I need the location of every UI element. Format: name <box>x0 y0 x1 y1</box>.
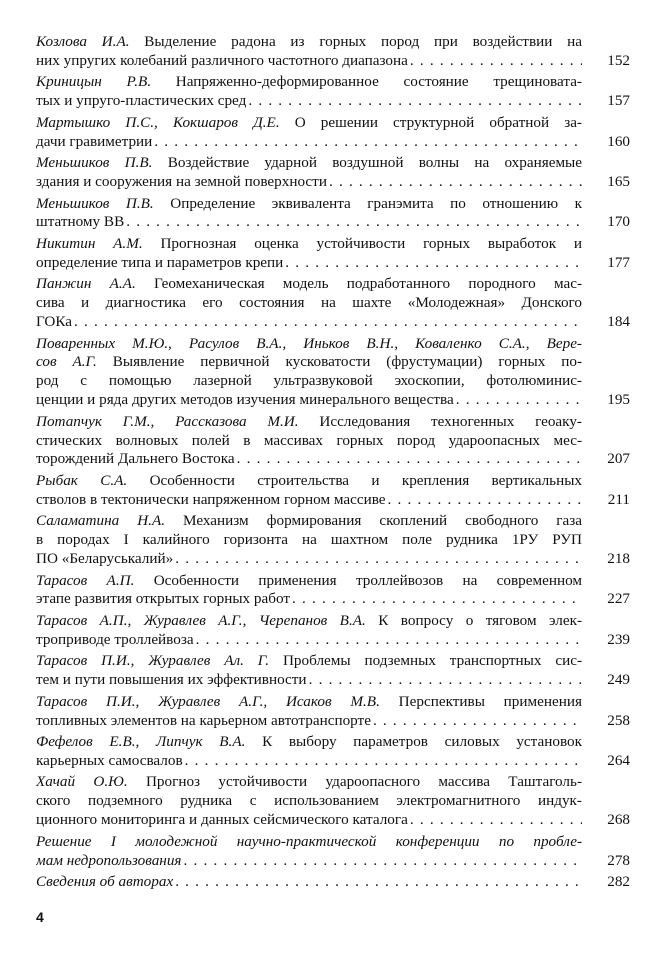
toc-entry[interactable] <box>36 733 630 771</box>
dot-leader <box>246 92 582 111</box>
toc-entry-line: определение типа и параметров крепи . . . <box>36 254 582 273</box>
entry-author: Хачай О.Ю. <box>36 773 128 791</box>
toc-page-number: 227 <box>607 590 630 608</box>
dot-leader <box>183 752 582 771</box>
toc-entry-line: сива и диагностика его состояния на шахте «Молодежная» Донского <box>36 294 582 312</box>
toc-page-number: 264 <box>607 751 630 769</box>
toc-entry-line: ценции и ряда других методов изучения минерального вещества . . . <box>36 391 582 410</box>
dot-leader <box>283 254 582 273</box>
entry-author: Саламатина Н.А. <box>36 512 166 530</box>
toc-entry-line: Козлова И.А. Выделение радона из горных пород при воздействии на <box>36 33 582 50</box>
dot-leader <box>307 671 582 690</box>
toc-entry-line: Тарасов П.И., Журавлев Ал. Г. Проблемы подземных транспортных сис- <box>36 652 582 670</box>
toc-page-number: 160 <box>607 132 630 150</box>
dot-leader <box>327 173 582 192</box>
toc-entry-line: Тарасов А.П. Особенности применения троллейвозов на современном <box>36 571 582 589</box>
toc-page-number: 165 <box>607 173 630 190</box>
toc-page-number: 258 <box>607 711 630 729</box>
entry-author: мам недропользования <box>36 851 182 869</box>
toc-entry-line: тых и упруго-пластических сред . . . <box>36 92 582 111</box>
toc-page-number: 278 <box>607 851 630 869</box>
toc-entry-line: Тарасов П.И., Журавлев А.Г., Исаков М.В. Перспективы применения <box>36 692 582 710</box>
toc-entry-line: карьерных самосвалов . . . <box>36 752 582 771</box>
dot-leader <box>408 52 582 71</box>
toc-entry[interactable] <box>36 572 630 610</box>
toc-entry[interactable] <box>36 512 630 569</box>
toc-entry-line: здания и сооружения на земной поверхности . . . <box>36 173 582 192</box>
toc-entry-line <box>36 852 582 871</box>
dot-leader <box>408 811 582 830</box>
toc-page-number: 218 <box>607 550 630 568</box>
toc-entry-line: Тарасов А.П., Журавлев А.Г., Черепанов В.А. К вопросу о тяговом элек- <box>36 611 582 629</box>
page-number-footer: 4 <box>36 909 44 925</box>
toc-entry-line <box>36 873 582 892</box>
toc-entry-line: Панжин А.А. Геомеханическая модель подработанного породного мас- <box>36 275 582 293</box>
toc-entry-line: Рыбак С.А. Особенности строительства и крепления вертикальных <box>36 471 582 489</box>
toc-entry-line: стволов в тектонически напряженном горном массиве . . . <box>36 491 582 510</box>
toc-page-number: 170 <box>607 213 630 231</box>
toc-entry-line: сов А.Г. Выявление первичной кусковатости (фрустумации) горных по- <box>36 353 582 371</box>
toc-entry-line: Мартышко П.С., Кокшаров Д.Е. О решении структурной обратной за- <box>36 113 582 131</box>
toc-entry-line: дачи гравиметрии . . . <box>36 133 582 152</box>
toc-entry-line: род с помощью лазерной ультразвуковой эхоскопии, фотолюминис- <box>36 372 582 390</box>
toc-entry[interactable] <box>36 693 630 731</box>
toc-entry-line: Никитин А.М. Прогнозная оценка устойчивости горных выработок и <box>36 234 582 252</box>
toc-entry-line: топливных элементов на карьерном автотранспорте . . . <box>36 712 582 731</box>
toc-entry[interactable] <box>36 873 630 892</box>
toc-page-number: 157 <box>607 92 630 110</box>
toc-entry[interactable] <box>36 154 630 192</box>
toc-entry[interactable] <box>36 773 630 830</box>
toc-entry-line: стических волновых полей в массивах горных пород удароопасных мес- <box>36 431 582 449</box>
dot-leader <box>386 491 582 510</box>
toc-page-number: 268 <box>607 811 630 829</box>
entry-author: Тарасов П.И., Журавлев А.Г., Исаков М.В. <box>36 692 380 710</box>
entry-author: Тарасов А.П., Журавлев А.Г., Черепанов В.А. <box>36 611 366 629</box>
toc-entry[interactable] <box>36 114 630 152</box>
toc-entry[interactable] <box>36 195 630 233</box>
toc-page-number: 207 <box>607 450 630 468</box>
toc-entry-line: Хачай О.Ю. Прогноз устойчивости удароопасного массива Таштаголь- <box>36 773 582 791</box>
entry-author: Козлова И.А. <box>36 33 130 50</box>
dot-leader <box>72 313 582 332</box>
toc-entry-line: торождений Дальнего Востока . . . <box>36 450 582 469</box>
toc-entry[interactable] <box>36 472 630 510</box>
toc-page-number: 152 <box>607 51 630 69</box>
entry-author: Мартышко П.С., Кокшаров Д.Е. <box>36 113 280 131</box>
entry-author: Тарасов П.И., Журавлев Ал. Г. <box>36 652 270 670</box>
toc-entry-line: ского подземного рудника с использованием электромагнитного индук- <box>36 792 582 810</box>
toc-entry-line: Саламатина Н.А. Механизм формирования скоплений свободного газа <box>36 512 582 530</box>
toc-page-number: 211 <box>607 490 630 508</box>
toc-entry-line: в породах I калийного горизонта на шахтном поле рудника 1РУ РУП <box>36 531 582 549</box>
toc-entry-line: тем и пути повышения их эффективности . . . <box>36 671 582 690</box>
toc-entry-line: ГОКа . . . <box>36 313 582 332</box>
toc-entry-line: этапе развития открытых горных работ . . . <box>36 590 582 609</box>
dot-leader <box>124 213 582 232</box>
entry-author: Решение I молодежной научно-практической конференции по пробле- <box>36 832 582 850</box>
entry-author: Меньшиков П.В. <box>36 154 153 172</box>
toc-page-number: 195 <box>607 391 630 409</box>
toc-entry[interactable] <box>36 335 630 411</box>
toc-entry-line: Потапчук Г.М., Рассказова М.И. Исследования техногенных геоаку- <box>36 412 582 430</box>
toc-page-number: 177 <box>607 253 630 271</box>
toc-entry[interactable] <box>36 73 630 111</box>
toc-entry-line: Меньшиков П.В. Воздействие ударной воздушной волны на охраняемые <box>36 154 582 172</box>
toc-entry-line <box>36 833 582 852</box>
entry-author: Никитин А.М. <box>36 234 143 252</box>
toc-entry[interactable] <box>36 275 630 332</box>
toc-entry-line: Меньшиков П.В. Определение эквивалента гранэмита по отношению к <box>36 194 582 212</box>
toc-entry-line: ПО «Беларуськалий» . . . <box>36 550 582 569</box>
toc-entry-line: Криницын Р.В. Напряженно-деформированное состояние трещиновата- <box>36 73 582 91</box>
entry-author: Поваренных М.Ю., Расулов В.А., Иньков В.Н., Коваленко С.А., Вере- <box>36 334 582 352</box>
entry-author: Меньшиков П.В. <box>36 194 154 212</box>
toc-entry[interactable] <box>36 612 630 650</box>
toc-entry-line: Фефелов Е.В., Липчук В.А. К выбору параметров силовых установок <box>36 733 582 751</box>
entry-author: Фефелов Е.В., Липчук В.А. <box>36 733 246 751</box>
dot-leader <box>371 712 582 731</box>
dot-leader <box>235 450 582 469</box>
toc-entry[interactable] <box>36 413 630 470</box>
entry-author: Тарасов А.П. <box>36 571 135 589</box>
dot-leader <box>454 391 582 410</box>
table-of-contents <box>36 33 630 895</box>
toc-page-number: 249 <box>607 671 630 689</box>
toc-entry-line: них упругих колебаний различного частотного диапазона . . . <box>36 52 582 71</box>
dot-leader <box>152 133 582 152</box>
dot-leader <box>290 590 582 609</box>
entry-author: сов А.Г. <box>36 353 97 371</box>
toc-entry[interactable] <box>36 652 630 690</box>
toc-entry[interactable] <box>36 833 630 871</box>
toc-entry-line: троприводе троллейвоза . . . <box>36 631 582 650</box>
toc-entry-line <box>36 335 582 354</box>
toc-page-number: 184 <box>607 313 630 331</box>
entry-author: Панжин А.А. <box>36 275 136 293</box>
dot-leader <box>173 873 582 892</box>
toc-entry[interactable] <box>36 33 630 71</box>
toc-entry-line: штатному ВВ . . . <box>36 213 582 232</box>
entry-author: Рыбак С.А. <box>36 471 128 489</box>
dot-leader <box>194 631 582 650</box>
dot-leader <box>173 550 582 569</box>
entry-author: Криницын Р.В. <box>36 73 152 91</box>
toc-entry[interactable] <box>36 235 630 273</box>
entry-author: Потапчук Г.М., Рассказова М.И. <box>36 412 299 430</box>
toc-page-number: 239 <box>607 630 630 648</box>
toc-entry-line: ционного мониторинга и данных сейсмического каталога . . . <box>36 811 582 830</box>
entry-author: Сведения об авторах <box>36 873 174 891</box>
toc-page-number: 282 <box>607 873 630 891</box>
dot-leader <box>181 852 582 871</box>
